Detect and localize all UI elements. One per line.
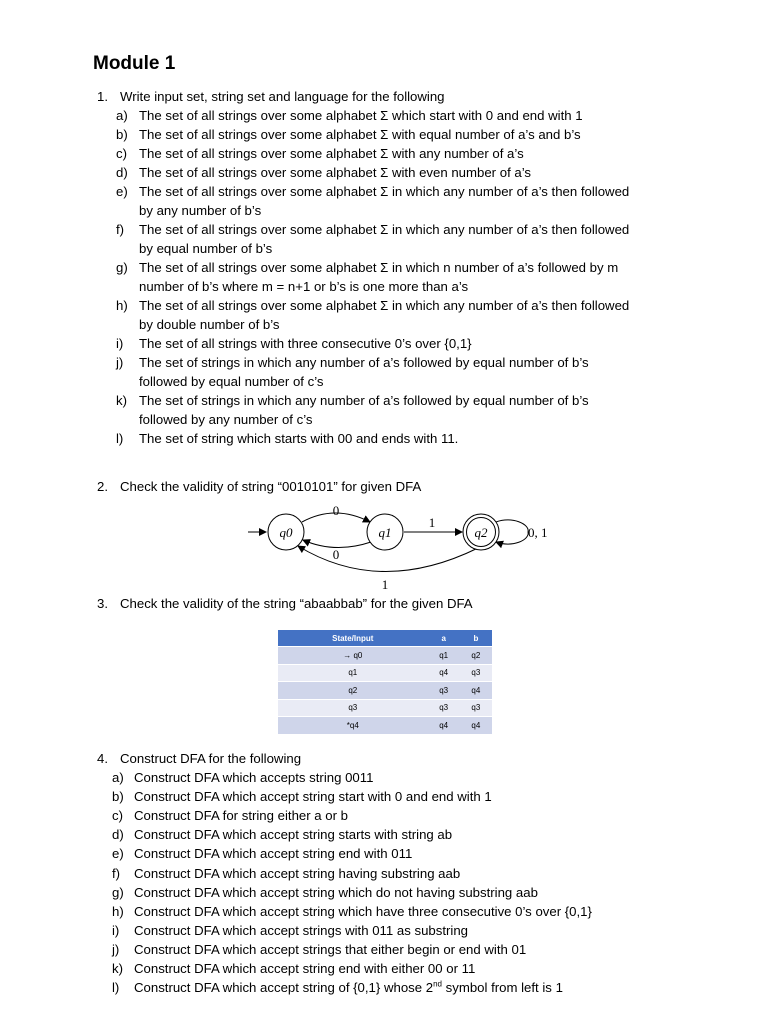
question-number: 1. bbox=[97, 89, 108, 104]
table-row bbox=[278, 647, 492, 665]
list-item bbox=[112, 978, 692, 997]
list-item bbox=[112, 787, 692, 806]
table-cell: q4 bbox=[460, 717, 492, 734]
table-row bbox=[278, 664, 492, 682]
list-item-text: The set of all strings over some alphabet Σ in which n number of a’s followed by m bbox=[139, 260, 619, 275]
list-item-text: Construct DFA which accept strings with 011 as substring bbox=[134, 922, 468, 938]
list-item bbox=[116, 334, 676, 353]
list-item-label: k) bbox=[116, 393, 127, 408]
question-text: Construct DFA for the following bbox=[120, 751, 302, 766]
list-item-text: The set of all strings over some alphabet Σ in which any number of a’s then followed bbox=[139, 298, 630, 313]
question-2 bbox=[97, 477, 421, 496]
transition-label: 1 bbox=[381, 577, 389, 592]
list-item bbox=[112, 806, 692, 825]
list-item-label: a) bbox=[112, 770, 124, 785]
transition-label: 0 bbox=[332, 547, 340, 562]
list-item-label: b) bbox=[116, 127, 128, 142]
state-label: q2 bbox=[474, 525, 488, 540]
question-4 bbox=[97, 749, 301, 768]
list-item-label: f) bbox=[112, 865, 121, 881]
list-item-text: Construct DFA which accepts string 0011 bbox=[134, 770, 374, 785]
list-item-label: h) bbox=[116, 298, 128, 313]
list-item-text: Construct DFA for string either a or b bbox=[134, 808, 349, 824]
table-cell: q3 bbox=[428, 699, 460, 717]
list-item-label: g) bbox=[116, 260, 128, 275]
list-item-label: j) bbox=[116, 355, 124, 370]
list-item-text: Construct DFA which accept string which do not having substring aab bbox=[134, 884, 538, 900]
table-cell: q2 bbox=[460, 647, 492, 665]
list-item-label: e) bbox=[116, 184, 128, 199]
table-cell: q2 bbox=[278, 682, 428, 700]
list-item-text: Construct DFA which accept string which have three consecutive 0’s over {0,1} bbox=[134, 903, 592, 919]
list-item-text: The set of all strings over some alphabet Σ which start with 0 and end with 1 bbox=[139, 108, 583, 123]
list-item-label: k) bbox=[112, 961, 123, 976]
list-item-text: The set of all strings over some alphabet Σ in which any number of a’s then followed bbox=[139, 222, 630, 237]
list-item-text: The set of string which starts with 00 and ends with 11. bbox=[139, 431, 459, 446]
question-number: 4. bbox=[97, 751, 108, 766]
table-header: State/Input bbox=[278, 630, 428, 647]
list-item bbox=[116, 106, 676, 125]
list-item-text: Construct DFA which accept string end with 011 bbox=[134, 846, 413, 862]
list-item bbox=[116, 429, 676, 448]
question-1 bbox=[97, 87, 445, 106]
transition-q2-self bbox=[496, 520, 528, 544]
list-item bbox=[116, 163, 676, 182]
list-item-text: The set of strings in which any number of a’s followed by equal number of b’s bbox=[139, 393, 589, 408]
table-row bbox=[278, 717, 492, 734]
table-cell: q4 bbox=[428, 664, 460, 682]
list-item bbox=[112, 902, 692, 921]
list-item bbox=[112, 921, 692, 940]
list-item-label: d) bbox=[112, 827, 124, 843]
table-header: b bbox=[460, 630, 492, 647]
table-cell: → q0 bbox=[278, 647, 428, 665]
list-item-text: The set of all strings with three consecutive 0’s over {0,1} bbox=[139, 336, 472, 351]
page-title: Module 1 bbox=[93, 53, 176, 74]
list-item-text: The set of all strings over some alphabet Σ with equal number of a’s and b’s bbox=[139, 127, 581, 142]
list-item-label: h) bbox=[112, 903, 124, 919]
list-item-label: i) bbox=[112, 922, 120, 938]
question-text: Check the validity of string “0010101” for given DFA bbox=[120, 479, 422, 494]
list-item-label: c) bbox=[112, 808, 123, 824]
list-item bbox=[112, 883, 692, 902]
list-item-label: j) bbox=[112, 941, 120, 957]
list-item bbox=[116, 144, 676, 163]
list-item-text: Construct DFA which accept string starts with string ab bbox=[134, 827, 453, 843]
list-item-text: Construct DFA which accept string end with either 00 or 11 bbox=[134, 961, 476, 976]
list-item bbox=[116, 258, 676, 296]
list-item-label: f) bbox=[116, 222, 125, 237]
table-cell: q3 bbox=[460, 664, 492, 682]
dfa-diagram bbox=[240, 496, 555, 592]
list-item-text: by equal number of b’s bbox=[139, 241, 273, 256]
list-item-label: c) bbox=[116, 146, 127, 161]
list-item bbox=[112, 768, 692, 787]
list-item bbox=[116, 296, 676, 334]
list-item-text: Construct DFA which accept string start with 0 and end with 1 bbox=[134, 789, 492, 805]
table-cell: q1 bbox=[278, 664, 428, 682]
list-item-label: b) bbox=[112, 789, 124, 805]
list-item-label: l) bbox=[112, 980, 120, 996]
list-item-text: Construct DFA which accept string of {0,1} whose 2nd symbol from left is 1 bbox=[134, 979, 563, 996]
list-item-text: The set of all strings over some alphabet Σ in which any number of a’s then followed bbox=[139, 184, 630, 199]
state-label: q1 bbox=[378, 525, 392, 540]
list-item-label: i) bbox=[116, 336, 124, 351]
list-item-text: The set of all strings over some alphabet Σ with even number of a’s bbox=[139, 165, 532, 180]
list-item bbox=[116, 220, 676, 258]
list-item-text: The set of strings in which any number of a’s followed by equal number of b’s bbox=[139, 355, 589, 370]
list-item bbox=[116, 125, 676, 144]
question-number: 3. bbox=[97, 596, 108, 611]
list-item bbox=[112, 940, 692, 959]
table-cell: q4 bbox=[428, 717, 460, 734]
table-cell: q3 bbox=[428, 682, 460, 700]
question-text: Write input set, string set and language for the following bbox=[120, 89, 445, 104]
list-item-text: number of b’s where m = n+1 or b’s is one more than a’s bbox=[139, 279, 469, 294]
question-text: Check the validity of the string “abaabbab” for the given DFA bbox=[120, 596, 473, 611]
list-item bbox=[112, 864, 692, 883]
list-item bbox=[116, 391, 676, 429]
state-label: q0 bbox=[279, 525, 293, 540]
table-row bbox=[278, 699, 492, 717]
list-item bbox=[112, 844, 692, 863]
list-item-text: followed by any number of c’s bbox=[139, 412, 313, 427]
list-item-text: followed by equal number of c’s bbox=[139, 374, 324, 389]
list-item bbox=[116, 353, 676, 391]
list-item-label: l) bbox=[116, 431, 124, 446]
list-item bbox=[112, 959, 692, 978]
transition-table bbox=[278, 630, 492, 734]
list-item-label: a) bbox=[116, 108, 128, 123]
transition-label: 0 bbox=[332, 503, 340, 518]
table-header-row bbox=[278, 630, 492, 647]
table-header: a bbox=[428, 630, 460, 647]
list-item bbox=[112, 825, 692, 844]
superscript: nd bbox=[433, 979, 442, 989]
list-item-text: Construct DFA which accept strings that either begin or end with 01 bbox=[134, 941, 527, 957]
table-cell: q4 bbox=[460, 682, 492, 700]
table-cell: q3 bbox=[460, 699, 492, 717]
list-item-text: Construct DFA which accept string having substring aab bbox=[134, 865, 461, 881]
transition-label: 0, 1 bbox=[528, 525, 548, 540]
list-item-text: by double number of b’s bbox=[139, 317, 280, 332]
list-item bbox=[116, 182, 676, 220]
list-item-label: d) bbox=[116, 165, 128, 180]
question-number: 2. bbox=[97, 479, 108, 494]
list-item-label: g) bbox=[112, 884, 124, 900]
list-item-text: by any number of b’s bbox=[139, 203, 262, 218]
table-cell: q1 bbox=[428, 647, 460, 665]
table-cell: *q4 bbox=[278, 717, 428, 734]
transition-label: 1 bbox=[428, 515, 436, 530]
table-row bbox=[278, 682, 492, 700]
question-3 bbox=[97, 594, 473, 613]
list-item-text: The set of all strings over some alphabet Σ with any number of a’s bbox=[139, 146, 524, 161]
list-item-label: e) bbox=[112, 846, 124, 862]
table-cell: q3 bbox=[278, 699, 428, 717]
